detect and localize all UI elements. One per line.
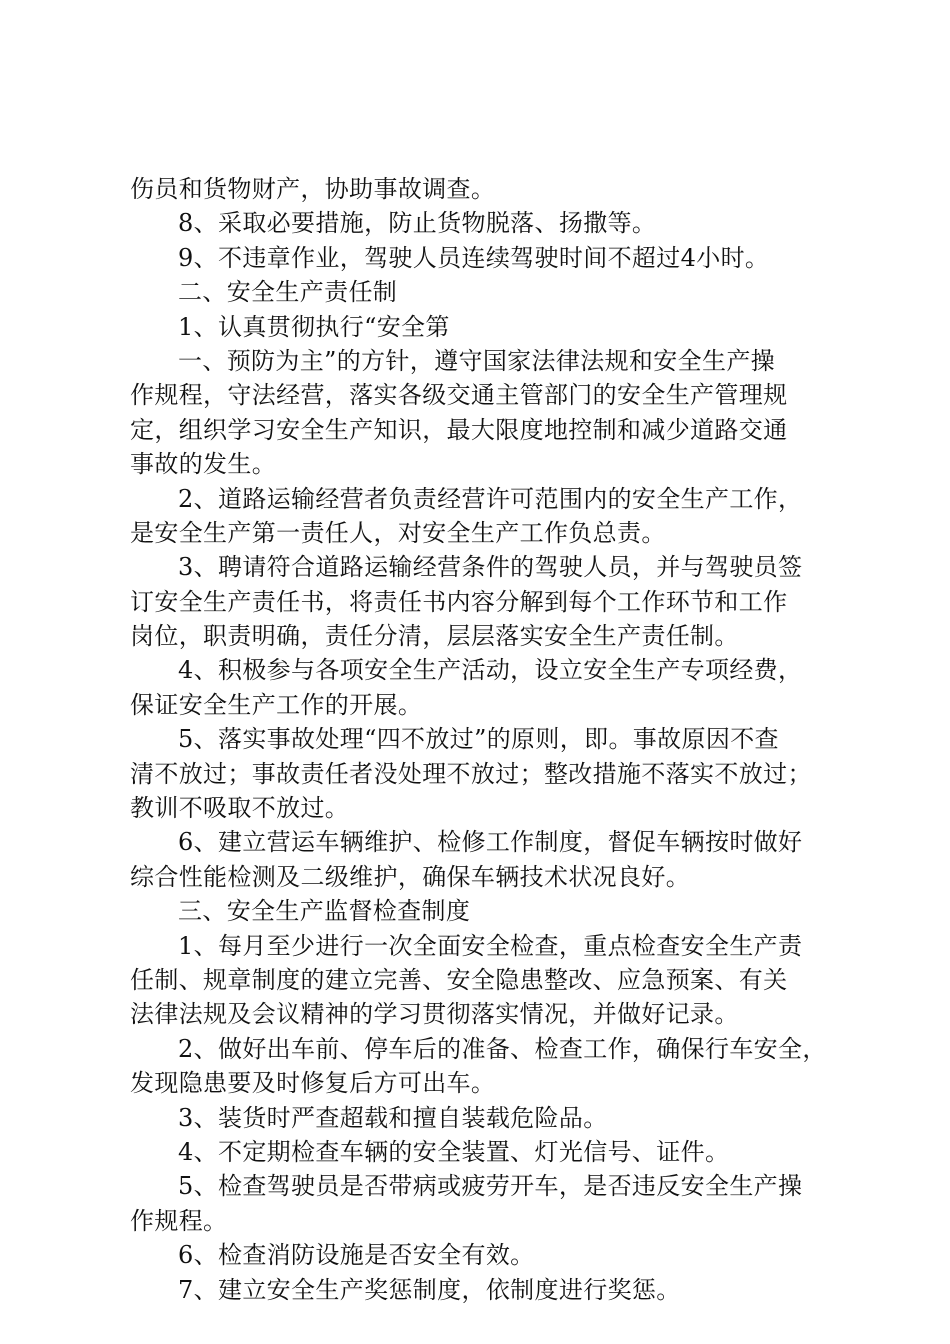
text-line: 保证安全生产工作的开展。 xyxy=(130,690,423,719)
text-line: 作规程。 xyxy=(130,1206,228,1235)
text-line: 清不放过；事故责任者没处理不放过；整改措施不落实不放过； xyxy=(130,759,812,788)
text-line: 8、采取必要措施，防止货物脱落、扬撒等。 xyxy=(178,209,657,238)
text-line: 是安全生产第一责任人，对安全生产工作负总责。 xyxy=(130,518,666,547)
text-line: 5、落实事故处理“四不放过”的原则，即。事故原因不查 xyxy=(178,725,779,754)
text-line: 法律法规及会议精神的学习贯彻落实情况，并做好记录。 xyxy=(130,1000,739,1029)
text-line: 2、道路运输经营者负责经营许可范围内的安全生产工作， xyxy=(178,484,803,513)
text-line: 7、建立安全生产奖惩制度，依制度进行奖惩。 xyxy=(178,1275,681,1304)
text-line: 定，组织学习安全生产知识，最大限度地控制和减少道路交通 xyxy=(130,415,788,444)
text-line: 发现隐患要及时修复后方可出车。 xyxy=(130,1069,496,1098)
text-line: 伤员和货物财产，协助事故调查。 xyxy=(130,175,496,203)
text-line: 9、不违章作业，驾驶人员连续驾驶时间不超过4小时。 xyxy=(178,243,770,272)
document-body xyxy=(130,172,830,1307)
text-line: 事故的发生。 xyxy=(130,450,277,479)
text-line: 订安全生产责任书，将责任书内容分解到每个工作环节和工作 xyxy=(130,587,788,616)
text-line: 综合性能检测及二级维护，确保车辆技术状况良好。 xyxy=(130,862,691,891)
text-line: 教训不吸取不放过。 xyxy=(130,794,350,823)
text-line: 1、每月至少进行一次全面安全检查，重点检查安全生产责 xyxy=(178,931,803,960)
section-heading: 二、安全生产责任制 xyxy=(178,278,398,307)
text-line: 一、预防为主”的方针，遵守国家法律法规和安全生产操 xyxy=(178,346,776,375)
text-line: 5、检查驾驶员是否带病或疲劳开车，是否违反安全生产操 xyxy=(178,1172,803,1201)
text-line: 2、做好出车前、停车后的准备、检查工作，确保行车安全， xyxy=(178,1034,827,1063)
text-line: 1、认真贯彻执行“安全第 xyxy=(178,312,450,341)
text-line: 4、不定期检查车辆的安全装置、灯光信号、证件。 xyxy=(178,1137,730,1166)
text-line: 4、积极参与各项安全生产活动，设立安全生产专项经费， xyxy=(178,656,803,685)
text-line: 6、建立营运车辆维护、检修工作制度，督促车辆按时做好 xyxy=(178,828,803,857)
text-line: 岗位，职责明确，责任分清，层层落实安全生产责任制。 xyxy=(130,622,739,651)
text-line: 3、装货时严查超载和擅自装载危险品。 xyxy=(178,1103,608,1132)
section-heading: 三、安全生产监督检查制度 xyxy=(178,897,471,926)
text-line: 任制、规章制度的建立完善、安全隐患整改、应急预案、有关 xyxy=(130,965,788,994)
text-line: 作规程，守法经营，落实各级交通主管部门的安全生产管理规 xyxy=(130,381,788,410)
text-line: 6、检查消防设施是否安全有效。 xyxy=(178,1241,535,1270)
text-line: 3、聘请符合道路运输经营条件的驾驶人员，并与驾驶员签 xyxy=(178,553,803,582)
